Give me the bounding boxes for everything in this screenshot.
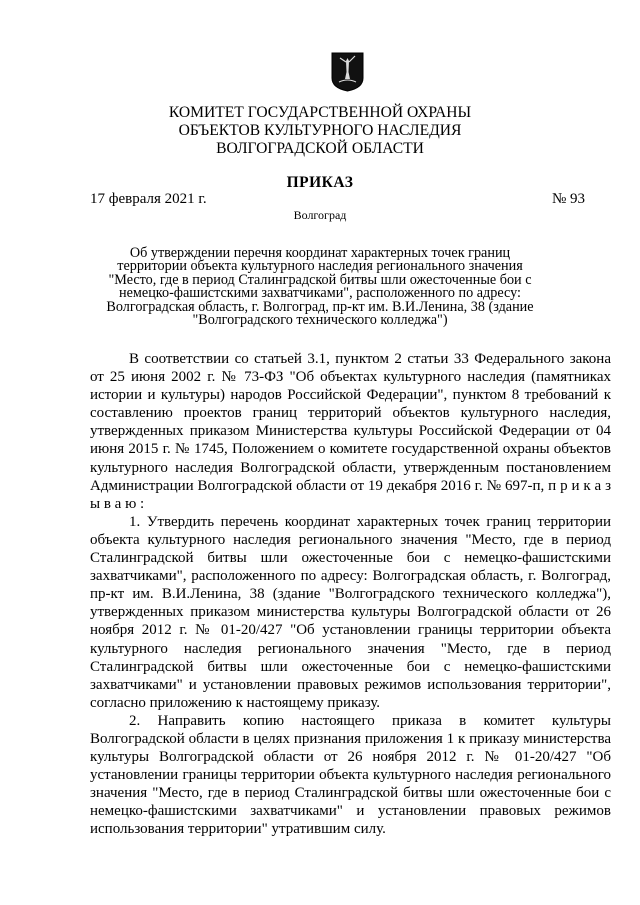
preamble-paragraph: В соответствии со статьей 3.1, пунктом 2 статьи 33 Федерального закона от 25 июня 2002 г. № 73-ФЗ "Об объектах культурного наследия (памятниках истории и культуры) народов Российской Федерации", пунктом 8 требований к составлению проектов границ территорий объектов культурного наследия, утвержденных приказом Министерства культуры Российской Федерации от 04 июня 2015 г. № 1745, Положением о комитете государственной охраны объектов культурного наследия Волгоградской области, утвержденным постановлением Администрации Волгоградской области от 19 декабря 2016 г. № 697-п, п р и к а з ы в а ю : (90, 351, 611, 512)
organization-name (0, 104, 640, 158)
coat-of-arms-icon (331, 52, 364, 92)
order-subject: Об утверждении перечня координат характерных точек границ территории объекта культурного наследия регионального значения "Место, где в период Сталинградской битвы шли ожесточенные бои с немецко-фашистскими захватчиками", расположенного по адресу: Волгоградская область, г. Волгоград, пр-кт им. В.И.Ленина, 38 (здание "Волгоградского технического колледжа") (106, 245, 534, 329)
coat-of-arms-shield-icon (331, 52, 364, 92)
item-1-paragraph: 1. Утвердить перечень координат характерных точек границ территории объекта культурного наследия регионального значения "Место, где в период Сталинградской битвы шли ожесточенные бои с немецко-фашистскими захватчиками", расположенного по адресу: Волгоградская область, г. Волгоград, пр-кт им. В.И.Ленина, 38 (здание "Волгоградского технического колледжа"), утвержденных приказом министерства культуры Волгоградской области от 26 ноября 2012 г. № 01-20/427 "Об установлении границы территории объекта культурного наследия регионального значения "Место, где в период Сталинградской битвы шли ожесточенные бои с немецко-фашистскими захватчиками" и установлении правовых режимов использования территории", согласно приложению к настоящему приказу. (90, 513, 611, 711)
org-line: ВОЛГОГРАДСКОЙ ОБЛАСТИ (216, 140, 424, 157)
order-date: 17 февраля 2021 г. (90, 191, 207, 207)
org-line: КОМИТЕТ ГОСУДАРСТВЕННОЙ ОХРАНЫ (168, 104, 472, 121)
item-2-paragraph: 2. Направить копию настоящего приказа в комитет культуры Волгоградской области в целях признания приложения 1 к приказу министерства культуры Волгоградской области от 26 ноября 2012 г. № 01-20/427 "Об установлении границы территории объекта культурного наследия регионального значения "Место, где в период Сталинградской битвы шли ожесточенные бои с немецко-фашистскими захватчиками" и установлении правовых режимов использования территории" утратившим силу. (90, 712, 611, 838)
org-line: ОБЪЕКТОВ КУЛЬТУРНОГО НАСЛЕДИЯ (178, 122, 462, 139)
order-number: № 93 (551, 191, 585, 207)
order-body (90, 350, 611, 839)
city-name: Волгоград (293, 208, 347, 222)
document-type: ПРИКАЗ (286, 174, 354, 191)
